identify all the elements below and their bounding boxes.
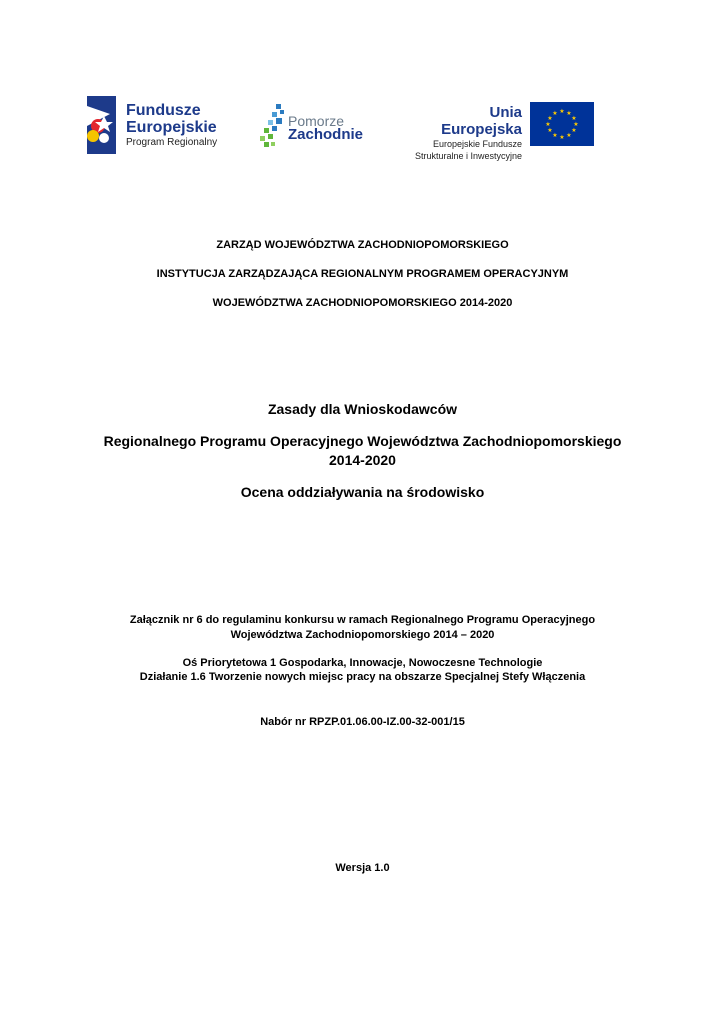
fundusze-europejskie-emblem-icon: [84, 96, 124, 154]
svg-text:★: ★: [566, 132, 572, 139]
eu-stars-icon: [530, 102, 594, 146]
fe-line3: Program Regionalny: [126, 137, 218, 148]
svg-text:★: ★: [573, 121, 579, 128]
document-subtitle-line-1: Regionalnego Programu Operacyjnego Województwa Zachodniopomorskiego: [103, 433, 622, 449]
call-number: Nabór nr RPZP.01.06.00-IZ.00-32-001/15: [260, 716, 465, 728]
annex-line-2: Województwa Zachodniopomorskiego 2014 – 2020: [230, 629, 495, 641]
svg-text:★: ★: [571, 115, 577, 122]
ue-line1: Unia Europejska: [441, 104, 522, 138]
document-topic: Ocena oddziaływania na środowisko: [240, 484, 485, 500]
pomorze-zachodnie-logo: [258, 102, 368, 152]
svg-text:★: ★: [552, 132, 558, 139]
pz-line1: Pomorze: [288, 113, 345, 129]
pz-line2: Zachodnie: [288, 126, 364, 143]
svg-text:★: ★: [552, 110, 558, 117]
svg-text:★: ★: [545, 121, 551, 128]
institution-line-1: ZARZĄD WOJEWÓDZTWA ZACHODNIOPOMORSKIEGO: [216, 239, 509, 251]
svg-text:★: ★: [559, 108, 565, 115]
fundusze-europejskie-logo: [84, 96, 234, 154]
eu-flag-icon: [530, 102, 594, 146]
document-title: Zasady dla Wnioskodawców: [267, 401, 458, 417]
svg-text:★: ★: [571, 127, 577, 134]
institution-line-3: WOJEWÓDZTWA ZACHODNIOPOMORSKIEGO 2014-2020: [212, 297, 513, 309]
ue-line2: Europejskie Fundusze: [432, 139, 522, 149]
svg-text:★: ★: [547, 127, 553, 134]
svg-text:★: ★: [547, 115, 553, 122]
svg-text:★: ★: [566, 110, 572, 117]
measure: Działanie 1.6 Tworzenie nowych miejsc pracy na obszarze Specjalnej Stefy Włączenia: [139, 671, 586, 683]
pomorze-zachodnie-emblem-icon: [258, 102, 288, 152]
logo-bar: [0, 96, 725, 161]
fe-line2: Europejskie: [126, 119, 217, 136]
unia-europejska-logo: [410, 100, 600, 161]
annex-line-1: Załącznik nr 6 do regulaminu konkursu w ramach Regionalnego Programu Operacyjnego: [129, 614, 596, 626]
fe-line1: Fundusze: [126, 102, 201, 119]
ue-line3: Strukturalne i Inwestycyjne: [414, 151, 522, 161]
version: Wersja 1.0: [335, 862, 390, 874]
svg-text:★: ★: [559, 134, 565, 141]
institution-line-2: INSTYTUCJA ZARZĄDZAJĄCA REGIONALNYM PROGRAMEM OPERACYJNYM: [156, 268, 569, 280]
document-subtitle-line-2: 2014-2020: [329, 452, 396, 468]
priority-axis: Oś Priorytetowa 1 Gospodarka, Innowacje, Nowoczesne Technologie: [182, 657, 543, 669]
